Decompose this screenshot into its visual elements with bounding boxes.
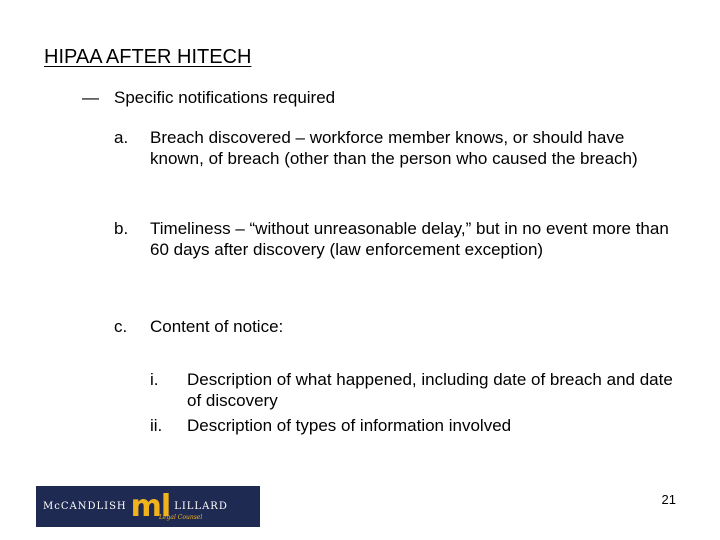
- subtitle: [82, 88, 335, 108]
- list-item-c: [114, 316, 680, 337]
- sub-list-item-marker: i.: [150, 370, 159, 389]
- subtitle-dash: —: [82, 88, 99, 107]
- logo-left-text: McCANDLISH: [43, 501, 127, 512]
- list-item-marker: b.: [114, 219, 129, 238]
- sub-list-item-i: [150, 369, 687, 411]
- subtitle-text: Specific notifications required: [114, 88, 336, 107]
- list-item-marker: a.: [114, 128, 129, 147]
- sub-list-item-text: Description of types of information involved: [187, 416, 512, 435]
- sub-list-item-text: Description of what happened, including date of breach and date of discovery: [187, 370, 673, 410]
- list-item-text: Timeliness – “without unreasonable delay,” but in no event more than 60 days after discovery (law enforcement exception): [150, 219, 669, 259]
- sub-list-item-ii: [150, 415, 687, 436]
- logo-mark: ml: [130, 488, 171, 524]
- list-item-a: [114, 127, 680, 169]
- list-item-marker: c.: [114, 317, 128, 336]
- slide-title: HIPAA AFTER HITECH: [44, 46, 252, 68]
- logo-tagline: Legal Counsel: [159, 514, 203, 521]
- list-item-text: Breach discovered – workforce member knows, or should have known, of breach (other than the person who caused the breach): [150, 128, 638, 168]
- firm-logo: [36, 486, 260, 527]
- page-number: 21: [661, 492, 676, 507]
- sub-list-item-marker: ii.: [150, 416, 163, 435]
- list-item-text: Content of notice:: [150, 317, 284, 336]
- logo-right-text: LILLARD: [174, 501, 228, 512]
- list-item-b: [114, 218, 680, 260]
